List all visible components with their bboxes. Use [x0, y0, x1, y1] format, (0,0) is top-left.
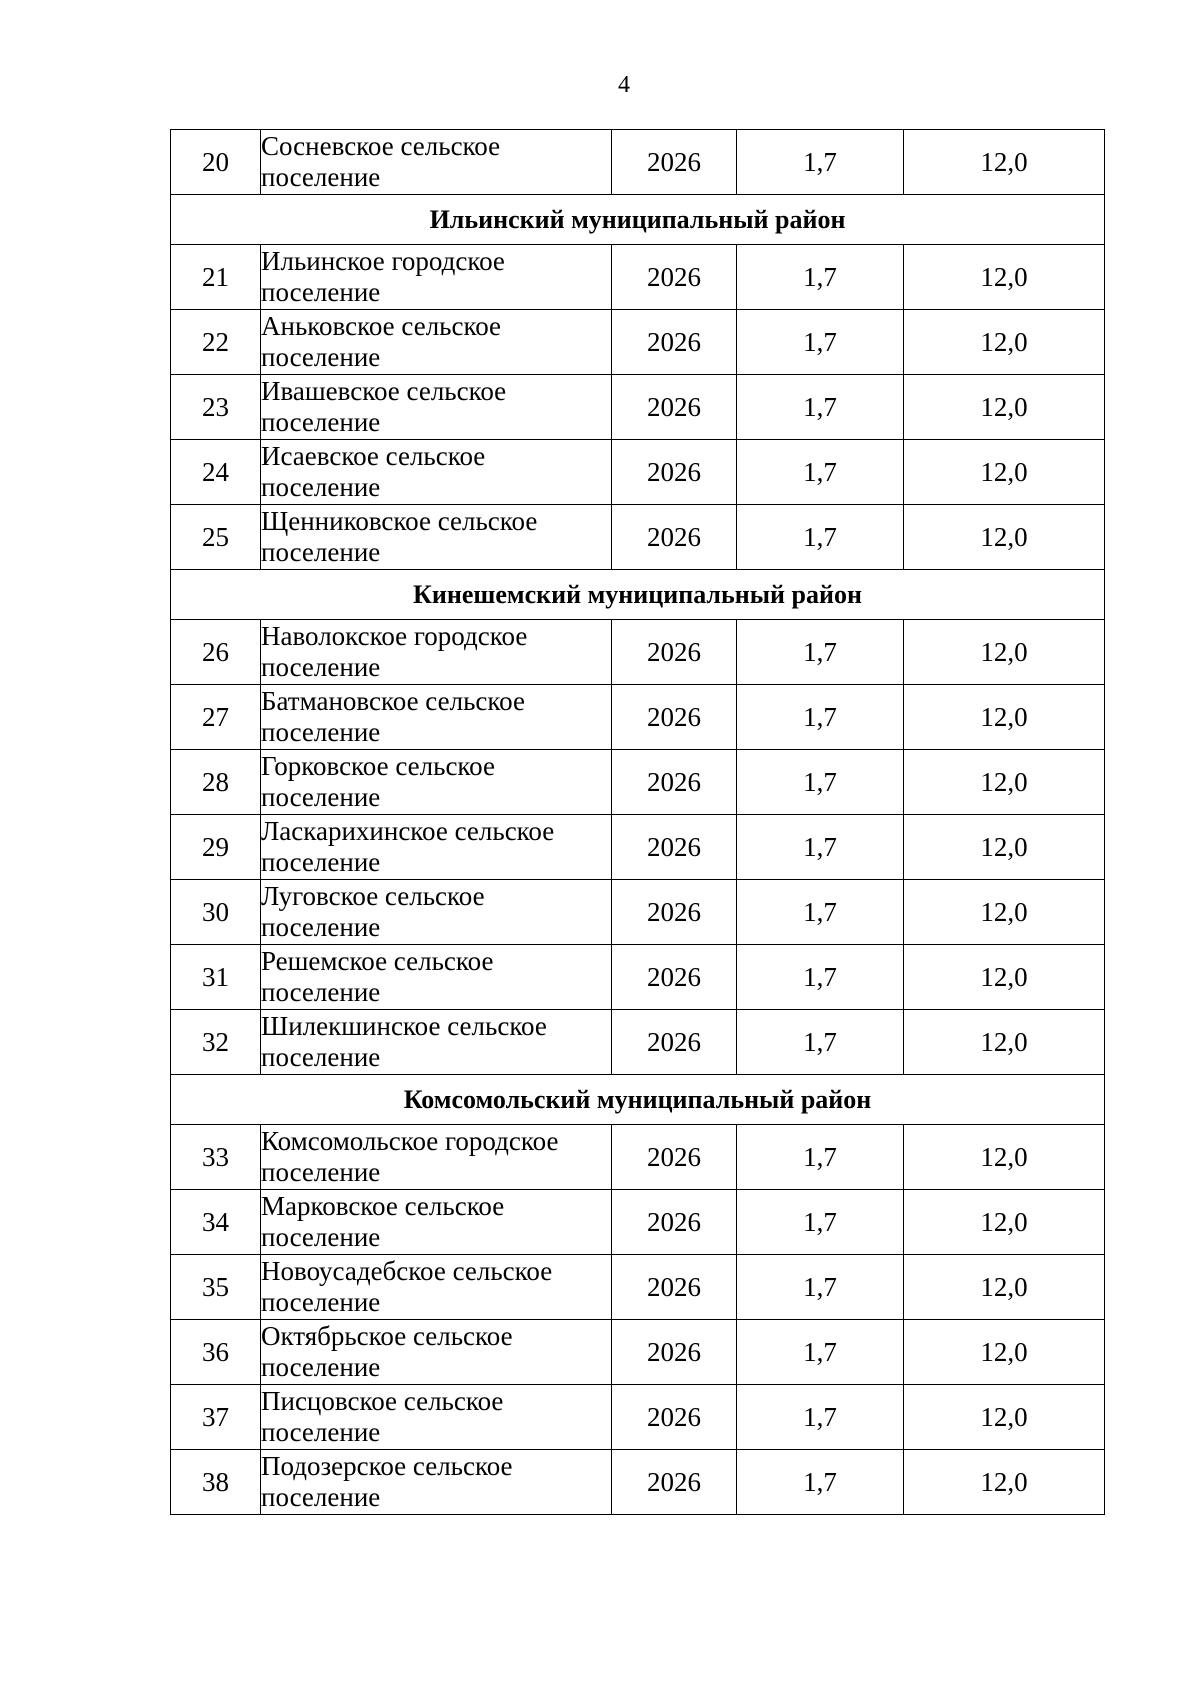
settlement-name: [261, 880, 612, 945]
value-a-cell: 1,7: [737, 750, 904, 815]
settlement-name-line-2: поселение: [261, 472, 381, 502]
value-b-cell: 12,0: [904, 130, 1105, 195]
settlement-name-line-1: Ильинское городское: [261, 246, 505, 276]
value-a-cell: 1,7: [737, 375, 904, 440]
year-cell: 2026: [612, 685, 737, 750]
settlement-name-line-2: поселение: [261, 537, 381, 567]
settlement-name-line-2: поселение: [261, 1482, 381, 1512]
year-cell: 2026: [612, 130, 737, 195]
settlement-name-line-1: Комсомольское городское: [261, 1126, 559, 1156]
value-b-cell: 12,0: [904, 1190, 1105, 1255]
settlement-name-line-2: поселение: [261, 847, 381, 877]
value-a-cell: 1,7: [737, 1125, 904, 1190]
table-row: [171, 440, 1105, 505]
settlement-name-line-2: поселение: [261, 652, 381, 682]
value-a-cell: 1,7: [737, 505, 904, 570]
value-b-cell: 12,0: [904, 880, 1105, 945]
value-a-cell: 1,7: [737, 685, 904, 750]
settlement-name-line-1: Марковское сельское: [261, 1191, 505, 1221]
settlement-name: [261, 945, 612, 1010]
settlement-name-line-1: Писцовское сельское: [261, 1386, 504, 1416]
value-a-cell: 1,7: [737, 620, 904, 685]
row-number: 27: [171, 685, 261, 750]
settlement-name-line-2: поселение: [261, 1417, 381, 1447]
settlement-name: [261, 815, 612, 880]
row-number: 31: [171, 945, 261, 1010]
settlement-name-line-1: Исаевское сельское: [261, 441, 486, 471]
value-b-cell: 12,0: [904, 815, 1105, 880]
settlement-name-line-2: поселение: [261, 912, 381, 942]
settlement-name-line-1: Батмановское сельское: [261, 686, 525, 716]
year-cell: 2026: [612, 1190, 737, 1255]
row-number: 21: [171, 245, 261, 310]
settlement-name: [261, 1010, 612, 1075]
table-row: [171, 310, 1105, 375]
row-number: 36: [171, 1320, 261, 1385]
row-number: 37: [171, 1385, 261, 1450]
table-row: [171, 375, 1105, 440]
page-number: 4: [618, 72, 630, 98]
value-b-cell: 12,0: [904, 310, 1105, 375]
value-a-cell: 1,7: [737, 1255, 904, 1320]
value-a-cell: 1,7: [737, 1450, 904, 1515]
settlement-name-line-1: Новоусадебское сельское: [261, 1256, 553, 1286]
settlement-name-line-1: Октябрьское сельское: [261, 1321, 513, 1351]
year-cell: 2026: [612, 620, 737, 685]
settlement-name: [261, 685, 612, 750]
table-row: [171, 685, 1105, 750]
value-b-cell: 12,0: [904, 1255, 1105, 1320]
row-number: 22: [171, 310, 261, 375]
value-b-cell: 12,0: [904, 1450, 1105, 1515]
row-number: 24: [171, 440, 261, 505]
value-a-cell: 1,7: [737, 440, 904, 505]
settlement-name-line-1: Подозерское сельское: [261, 1451, 513, 1481]
year-cell: 2026: [612, 1125, 737, 1190]
table-row: [171, 1010, 1105, 1075]
settlement-name: [261, 310, 612, 375]
row-number: 28: [171, 750, 261, 815]
settlement-name: [261, 505, 612, 570]
year-cell: 2026: [612, 375, 737, 440]
year-cell: 2026: [612, 1255, 737, 1320]
settlement-name-line-2: поселение: [261, 1042, 381, 1072]
table-row: [171, 750, 1105, 815]
table-row: [171, 505, 1105, 570]
year-cell: 2026: [612, 1320, 737, 1385]
settlement-name: [261, 1450, 612, 1515]
value-b-cell: 12,0: [904, 1010, 1105, 1075]
value-b-cell: 12,0: [904, 245, 1105, 310]
district-header-row: [171, 1075, 1105, 1125]
table-row: [171, 880, 1105, 945]
settlement-name-line-1: Щенниковское сельское: [261, 506, 538, 536]
year-cell: 2026: [612, 750, 737, 815]
settlement-name: [261, 1190, 612, 1255]
settlement-name-line-2: поселение: [261, 1157, 381, 1187]
value-a-cell: 1,7: [737, 880, 904, 945]
settlement-name-line-2: поселение: [261, 277, 381, 307]
value-a-cell: 1,7: [737, 1010, 904, 1075]
settlement-name: [261, 1255, 612, 1320]
settlement-name-line-1: Наволокское городское: [261, 621, 528, 651]
settlements-table: [170, 129, 1105, 1515]
row-number: 29: [171, 815, 261, 880]
table-row: [171, 1450, 1105, 1515]
settlement-name-line-1: Решемское сельское: [261, 946, 494, 976]
settlement-name: [261, 750, 612, 815]
value-a-cell: 1,7: [737, 1320, 904, 1385]
table-row: [171, 1320, 1105, 1385]
year-cell: 2026: [612, 1450, 737, 1515]
value-b-cell: 12,0: [904, 505, 1105, 570]
settlement-name-line-1: Аньковское сельское: [261, 311, 502, 341]
settlement-name: [261, 375, 612, 440]
row-number: 33: [171, 1125, 261, 1190]
table-row: [171, 1190, 1105, 1255]
district-header-row: [171, 570, 1105, 620]
year-cell: 2026: [612, 945, 737, 1010]
settlement-name-line-2: поселение: [261, 162, 381, 192]
year-cell: 2026: [612, 880, 737, 945]
district-header-row: [171, 195, 1105, 245]
settlement-name: [261, 1385, 612, 1450]
table-row: [171, 1255, 1105, 1320]
year-cell: 2026: [612, 310, 737, 375]
year-cell: 2026: [612, 440, 737, 505]
value-a-cell: 1,7: [737, 130, 904, 195]
row-number: 20: [171, 130, 261, 195]
settlement-name-line-1: Горковское сельское: [261, 751, 495, 781]
value-a-cell: 1,7: [737, 310, 904, 375]
value-b-cell: 12,0: [904, 440, 1105, 505]
district-title: Ильинский муниципальный район: [171, 195, 1105, 245]
table-row: [171, 620, 1105, 685]
settlement-name-line-2: поселение: [261, 977, 381, 1007]
value-a-cell: 1,7: [737, 245, 904, 310]
row-number: 25: [171, 505, 261, 570]
settlement-name-line-1: Шилекшинское сельское: [261, 1011, 547, 1041]
settlement-name-line-2: поселение: [261, 1287, 381, 1317]
value-a-cell: 1,7: [737, 945, 904, 1010]
settlement-name: [261, 440, 612, 505]
year-cell: 2026: [612, 245, 737, 310]
settlement-name-line-2: поселение: [261, 782, 381, 812]
value-b-cell: 12,0: [904, 685, 1105, 750]
table-row: [171, 815, 1105, 880]
row-number: 23: [171, 375, 261, 440]
table-body: [171, 130, 1105, 1515]
value-b-cell: 12,0: [904, 1320, 1105, 1385]
value-b-cell: 12,0: [904, 1385, 1105, 1450]
settlement-name-line-1: Ивашевское сельское: [261, 376, 507, 406]
settlement-name: [261, 1125, 612, 1190]
settlement-name-line-1: Ласкарихинское сельское: [261, 816, 555, 846]
row-number: 32: [171, 1010, 261, 1075]
year-cell: 2026: [612, 815, 737, 880]
row-number: 26: [171, 620, 261, 685]
table-row: [171, 945, 1105, 1010]
settlement-name-line-1: Сосневское сельское: [261, 131, 501, 161]
year-cell: 2026: [612, 1010, 737, 1075]
settlement-name-line-2: поселение: [261, 1222, 381, 1252]
table-row: [171, 1125, 1105, 1190]
row-number: 35: [171, 1255, 261, 1320]
value-b-cell: 12,0: [904, 620, 1105, 685]
row-number: 30: [171, 880, 261, 945]
value-a-cell: 1,7: [737, 1190, 904, 1255]
value-b-cell: 12,0: [904, 945, 1105, 1010]
table-row: [171, 130, 1105, 195]
value-b-cell: 12,0: [904, 750, 1105, 815]
settlement-name-line-2: поселение: [261, 407, 381, 437]
value-b-cell: 12,0: [904, 1125, 1105, 1190]
value-a-cell: 1,7: [737, 1385, 904, 1450]
settlement-name-line-2: поселение: [261, 342, 381, 372]
settlement-name-line-2: поселение: [261, 717, 381, 747]
row-number: 38: [171, 1450, 261, 1515]
settlement-name: [261, 1320, 612, 1385]
settlement-name-line-2: поселение: [261, 1352, 381, 1382]
table-row: [171, 245, 1105, 310]
table-row: [171, 1385, 1105, 1450]
settlement-name: [261, 620, 612, 685]
district-title: Кинешемский муниципальный район: [171, 570, 1105, 620]
district-title: Комсомольский муниципальный район: [171, 1075, 1105, 1125]
settlement-name-line-1: Луговское сельское: [261, 881, 485, 911]
value-a-cell: 1,7: [737, 815, 904, 880]
year-cell: 2026: [612, 505, 737, 570]
value-b-cell: 12,0: [904, 375, 1105, 440]
settlement-name: [261, 130, 612, 195]
row-number: 34: [171, 1190, 261, 1255]
settlement-name: [261, 245, 612, 310]
year-cell: 2026: [612, 1385, 737, 1450]
